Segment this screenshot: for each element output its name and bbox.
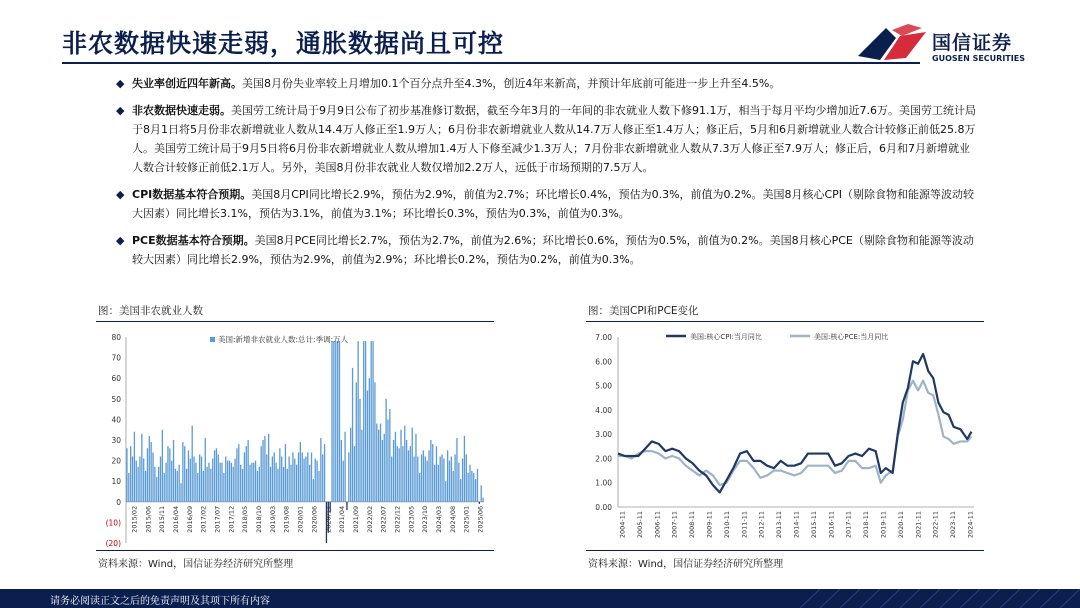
bar	[376, 424, 377, 502]
bar	[391, 456, 392, 501]
diamond-bullet-icon: ◆	[116, 234, 125, 247]
bar	[292, 452, 293, 501]
y-tick-label: 40	[111, 415, 121, 425]
bar	[193, 456, 194, 501]
bar	[274, 452, 275, 501]
x-tick-label: 2018/05	[241, 505, 250, 533]
bar	[382, 440, 383, 502]
bar	[251, 463, 252, 502]
bar	[372, 341, 373, 502]
bullet-heading: PCE数据基本符合预期。	[132, 234, 255, 247]
bar	[199, 454, 200, 501]
bar	[277, 469, 278, 502]
bar	[316, 461, 317, 502]
bar	[434, 465, 435, 502]
bar	[154, 467, 155, 502]
bar	[259, 467, 260, 502]
bar	[395, 432, 396, 502]
bar	[242, 469, 243, 502]
left-figure-source: 资料来源：Wind，国信证券经济研究所整理	[98, 559, 294, 570]
bar	[253, 463, 254, 502]
bar	[341, 440, 342, 502]
y-tick-label: 0	[116, 497, 121, 507]
diamond-bullet-icon: ◆	[116, 188, 125, 201]
bullet-unemployment	[116, 74, 980, 93]
bar	[149, 436, 150, 502]
bar	[331, 341, 332, 502]
bar	[178, 465, 179, 502]
bar	[132, 456, 133, 501]
bar	[384, 434, 385, 502]
x-tick-label: 2015/06	[144, 505, 153, 533]
x-tick-label: 2021-11	[914, 511, 923, 539]
x-tick-label: 2016/04	[172, 505, 181, 533]
bar	[378, 430, 379, 502]
bar	[244, 452, 245, 501]
bar	[464, 436, 465, 502]
y-tick-label: 4.00	[595, 405, 612, 415]
x-tick-label: 2015/02	[130, 505, 139, 533]
logo-chinese-name: 国信证券	[932, 32, 1013, 54]
bar	[137, 467, 138, 502]
bar	[238, 444, 239, 502]
x-tick-label: 2024-11	[966, 511, 975, 539]
bar	[359, 399, 360, 502]
x-tick-label: 2020-11	[896, 511, 905, 539]
x-tick-label: 2014-11	[792, 511, 801, 539]
bullet-body: 美国8月CPI同比增长2.9%，预估为2.9%，前值为2.7%；环比增长0.4%，预估为0.3%，前值为0.2%。美国8月核心CPI（剔除食物和能源等波动较大因素）同比增长3.1%，预估为3.1%，前值为3.1%；环比增长0.3%，预估为0.3%，前值为0.3%。	[132, 188, 975, 220]
bar	[283, 467, 284, 502]
bar	[188, 450, 189, 502]
bar	[365, 341, 366, 502]
bar	[171, 461, 172, 502]
bar	[421, 454, 422, 501]
page-title: 非农数据快速走弱，通胀数据尚且可控	[62, 29, 505, 58]
bar	[428, 450, 429, 502]
bar	[441, 454, 442, 501]
bar	[182, 442, 183, 502]
bar	[287, 469, 288, 502]
bar	[145, 471, 146, 502]
bar	[197, 473, 198, 502]
bar	[320, 438, 321, 502]
bar	[160, 456, 161, 501]
bar	[479, 502, 480, 504]
bar	[469, 465, 470, 502]
diamond-bullet-icon: ◆	[116, 77, 125, 90]
bar	[281, 456, 282, 501]
bar	[399, 448, 400, 502]
x-tick-label: 2024/03	[434, 505, 443, 533]
bar	[307, 452, 308, 501]
bar	[425, 456, 426, 501]
legend-label: 美国:核心CPI:当月同比	[690, 333, 762, 341]
bar	[413, 456, 414, 501]
x-tick-label: 2020/11	[324, 505, 333, 533]
title-divider	[62, 62, 920, 64]
left-figure-title: 图：美国非农就业人数	[98, 305, 203, 317]
bar	[305, 456, 306, 501]
bullet-heading: 非农数据快速走弱。	[132, 104, 231, 117]
x-tick-label: 2023/10	[421, 505, 430, 533]
bar	[447, 450, 448, 502]
bar	[296, 465, 297, 502]
x-tick-label: 2017/02	[199, 505, 208, 533]
bar	[363, 341, 364, 502]
bar	[460, 479, 461, 502]
x-tick-label: 2015-11	[809, 511, 818, 539]
bar	[350, 428, 351, 502]
bar	[300, 442, 301, 502]
bar	[175, 469, 176, 502]
guosen-logo-icon	[856, 22, 928, 66]
bar	[387, 419, 388, 501]
bar	[454, 454, 455, 501]
x-tick-label: 2021/04	[338, 505, 347, 533]
bar	[229, 461, 230, 502]
bar	[156, 477, 157, 502]
bar	[313, 479, 314, 502]
x-tick-label: 2019/08	[282, 505, 291, 533]
bar	[214, 450, 215, 502]
bar	[430, 440, 431, 502]
bar	[236, 448, 237, 502]
bullet-body: 美国劳工统计局于9月9日公布了初步基准修订数据，截至今年3月的一年间的非农就业人数下修91.1万，相当于每月平均少增加近7.6万。美国劳工统计局于8月1日将5月份非农新增就业人数从14.4万人修正至1.9万人；6月份非农新增就业人数从14.7万人修正至1.4万人；修正后，5月和6月新增就业人数合计较修正前低25.8万人。美国劳工统计局于9月5日将6月份非农新增就业人数从增加1.4万人下修至减少1.3万人；7月份非农新增就业人数从7.3万人修正至7.9万人；修正后，6月和7月新增就业人数合计较修正前低2.1万人。另外，美国8月份非农就业人数仅增加2.2万人，远低于市场预期的7.5万人。	[132, 104, 976, 174]
x-tick-label: 2012-11	[757, 511, 766, 539]
bar	[426, 461, 427, 502]
x-tick-label: 2011-11	[740, 511, 749, 539]
bar	[151, 442, 152, 502]
bar	[357, 341, 358, 502]
x-tick-label: 2007-11	[670, 511, 679, 539]
bar	[356, 382, 357, 501]
x-tick-label: 2024/08	[448, 505, 457, 533]
bar	[126, 448, 127, 502]
y-tick-label: 2.00	[595, 454, 612, 464]
bar	[361, 430, 362, 502]
bar	[419, 473, 420, 502]
bar	[186, 469, 187, 502]
bar	[343, 461, 344, 502]
bar	[458, 463, 459, 502]
pce-series-line	[618, 381, 971, 485]
bar	[231, 463, 232, 502]
bar	[169, 448, 170, 502]
bar	[436, 446, 437, 502]
bar	[443, 459, 444, 502]
bar	[255, 461, 256, 502]
bar	[449, 461, 450, 502]
bar	[221, 463, 222, 502]
right-figure-bottom-rule	[586, 550, 984, 551]
bar	[152, 452, 153, 501]
bar	[220, 463, 221, 502]
legend-label: 美国:核心PCE:当月同比	[814, 333, 889, 341]
y-tick-label: (10)	[105, 518, 121, 528]
x-tick-label: 2017-11	[844, 511, 853, 539]
bar	[134, 432, 135, 502]
bar	[408, 450, 409, 502]
footer-bar	[0, 589, 1080, 608]
legend-swatch	[210, 337, 215, 342]
bar	[471, 471, 472, 502]
x-tick-label: 2013-11	[775, 511, 784, 539]
bar	[318, 471, 319, 502]
x-tick-label: 2018/10	[255, 505, 264, 533]
bar	[477, 469, 478, 502]
bar	[412, 428, 413, 502]
bar	[468, 473, 469, 502]
x-tick-label: 2009-11	[705, 511, 714, 539]
bar	[453, 471, 454, 502]
bullet-body: 美国8月份失业率较上月增加0.1个百分点升至4.3%，创近4年来新高，并预计年底前可能进一步上升至4.5%。	[242, 77, 781, 90]
x-tick-label: 2016-11	[827, 511, 836, 539]
bar	[374, 382, 375, 501]
bar	[201, 456, 202, 501]
bar	[389, 409, 390, 502]
x-tick-label: 2020/06	[310, 505, 319, 533]
bar	[385, 399, 386, 502]
bar	[206, 467, 207, 502]
bar	[466, 454, 467, 501]
bar	[290, 465, 291, 502]
x-tick-label: 2006-11	[653, 511, 662, 539]
bar	[406, 440, 407, 502]
bar	[303, 459, 304, 502]
bar	[136, 461, 137, 502]
x-tick-label: 2005-11	[635, 511, 644, 539]
x-tick-label: 2022-11	[931, 511, 940, 539]
bar	[167, 446, 168, 502]
bar	[322, 454, 323, 501]
bar	[227, 461, 228, 502]
bar	[249, 465, 250, 502]
x-tick-label: 2019-11	[879, 511, 888, 539]
right-figure-title: 图：美国CPI和PCE变化	[588, 305, 699, 317]
bar	[393, 440, 394, 502]
y-tick-label: 3.00	[595, 430, 612, 440]
bar	[339, 341, 340, 502]
bar	[218, 454, 219, 501]
bar	[223, 473, 224, 502]
bar	[410, 446, 411, 502]
y-tick-label: 0.00	[595, 503, 612, 512]
left-figure-top-rule	[96, 321, 494, 322]
x-tick-label: 2017/07	[213, 505, 222, 533]
bar	[445, 481, 446, 502]
y-tick-label: 1.00	[595, 478, 612, 488]
x-tick-label: 2021/09	[351, 505, 360, 533]
bar	[240, 465, 241, 502]
bar	[147, 448, 148, 502]
y-tick-label: 50	[111, 394, 121, 404]
bar	[294, 459, 295, 502]
cpi-pce-line-chart	[586, 323, 984, 549]
bar	[192, 426, 193, 502]
bar	[195, 463, 196, 502]
x-tick-label: 2008-11	[688, 511, 697, 539]
bar	[344, 432, 345, 502]
bar	[404, 426, 405, 502]
bar	[158, 467, 159, 502]
bar	[177, 471, 178, 502]
bar	[272, 456, 273, 501]
logo-english-name: GUOSEN SECURITIES	[932, 54, 1025, 63]
bar	[462, 459, 463, 502]
bar	[475, 479, 476, 502]
bar	[261, 446, 262, 502]
bar	[456, 438, 457, 502]
bar	[266, 454, 267, 501]
y-tick-label: 6.00	[595, 357, 612, 367]
x-tick-label: 2010-11	[722, 511, 731, 539]
bar	[130, 446, 131, 502]
y-tick-label: 80	[111, 333, 121, 342]
bar	[128, 473, 129, 502]
bar	[451, 456, 452, 501]
bar	[246, 446, 247, 502]
bar	[352, 368, 353, 502]
bar	[275, 463, 276, 502]
bullet-heading: CPI数据基本符合预期。	[132, 188, 252, 201]
bar	[367, 391, 368, 502]
left-figure-bottom-rule	[96, 550, 494, 551]
bar	[423, 450, 424, 502]
footer-disclaimer: 请务必阅读正文之后的免责声明及其项下所有内容	[50, 596, 270, 607]
cpi-series-line	[618, 354, 971, 492]
bar	[162, 430, 163, 502]
bar	[216, 448, 217, 502]
right-figure-top-rule	[586, 321, 984, 322]
y-tick-label: 5.00	[595, 381, 612, 391]
bar	[415, 434, 416, 502]
footer-stripes-decoration	[780, 589, 1080, 608]
y-tick-label: 60	[111, 374, 121, 384]
x-tick-label: 2025/01	[462, 505, 471, 533]
bar	[233, 467, 234, 502]
nonfarm-bar-chart	[96, 323, 494, 549]
bar	[309, 465, 310, 502]
y-tick-label: 20	[111, 456, 121, 466]
bar	[324, 444, 325, 502]
bar	[203, 471, 204, 502]
x-tick-label: 2015/11	[158, 505, 167, 533]
x-tick-label: 2022/07	[379, 505, 388, 533]
bar	[264, 436, 265, 502]
x-tick-label: 2023/05	[407, 505, 416, 533]
bar	[473, 473, 474, 502]
bar	[165, 463, 166, 502]
legend-label: 美国:新增非农就业人数:总计:季调:万人	[218, 335, 349, 344]
bar	[184, 446, 185, 502]
bullet-heading: 失业率创近四年新高。	[132, 77, 242, 90]
bar	[285, 444, 286, 502]
bar	[143, 459, 144, 502]
x-tick-label: 2004-11	[618, 511, 627, 539]
bar	[482, 498, 483, 502]
x-tick-label: 2018-11	[862, 511, 871, 539]
y-tick-label: 10	[111, 477, 121, 487]
bullet-nonfarm	[116, 101, 980, 177]
bar	[234, 459, 235, 502]
bar	[180, 483, 181, 502]
bar	[289, 456, 290, 501]
bar	[371, 341, 372, 502]
bar	[346, 502, 347, 510]
bar	[311, 452, 312, 501]
bar	[210, 469, 211, 502]
bar	[354, 446, 355, 502]
bar	[302, 452, 303, 501]
y-tick-label: 7.00	[595, 333, 612, 342]
bar	[257, 471, 258, 502]
bar	[205, 438, 206, 502]
bar	[270, 467, 271, 502]
bar	[208, 463, 209, 502]
bar	[247, 440, 248, 502]
y-tick-label: 30	[111, 436, 121, 445]
x-tick-label: 2019/03	[268, 505, 277, 533]
bar	[212, 459, 213, 502]
bar	[315, 459, 316, 502]
bar	[440, 456, 441, 501]
bar	[333, 341, 334, 502]
bar	[432, 444, 433, 502]
y-tick-label: (20)	[105, 539, 121, 548]
bar	[397, 446, 398, 502]
bar	[438, 465, 439, 502]
bullet-list	[116, 74, 980, 277]
bar	[262, 440, 263, 502]
bar	[369, 378, 370, 502]
bar	[380, 424, 381, 502]
bar	[402, 446, 403, 502]
bar	[141, 434, 142, 502]
y-tick-label: 70	[111, 353, 121, 363]
x-tick-label: 2023-11	[949, 511, 958, 539]
bullet-body: 美国8月PCE同比增长2.7%，预估为2.7%，前值为2.6%；环比增长0.6%，预估为0.5%，前值为0.2%。美国8月核心PCE（剔除食物和能源等波动较大因素）同比增长2.9%，预估为2.9%，前值为2.9%；环比增长0.2%，预估为0.2%，前值为0.3%。	[132, 234, 974, 266]
bar	[335, 341, 336, 502]
x-tick-label: 2020/01	[296, 505, 305, 533]
x-tick-label: 2017/12	[227, 505, 236, 533]
company-logo	[856, 22, 1036, 66]
bar	[139, 456, 140, 501]
right-figure-source: 资料来源：Wind，国信证券经济研究所整理	[588, 559, 784, 570]
bar	[190, 459, 191, 502]
bar	[400, 430, 401, 502]
bar	[481, 485, 482, 501]
bullet-pce	[116, 231, 980, 269]
bar	[164, 473, 165, 502]
bar	[225, 456, 226, 501]
x-tick-label: 2016/09	[185, 505, 194, 533]
bar	[268, 434, 269, 502]
x-tick-label: 2022/12	[393, 505, 402, 533]
x-tick-label: 2022/02	[365, 505, 374, 533]
bar	[337, 341, 338, 502]
bar	[279, 448, 280, 502]
diamond-bullet-icon: ◆	[116, 104, 125, 117]
bar	[348, 452, 349, 501]
bar	[173, 440, 174, 502]
bullet-cpi	[116, 185, 980, 223]
x-tick-label: 2025/06	[476, 505, 485, 533]
bar	[417, 456, 418, 501]
bar	[298, 452, 299, 501]
